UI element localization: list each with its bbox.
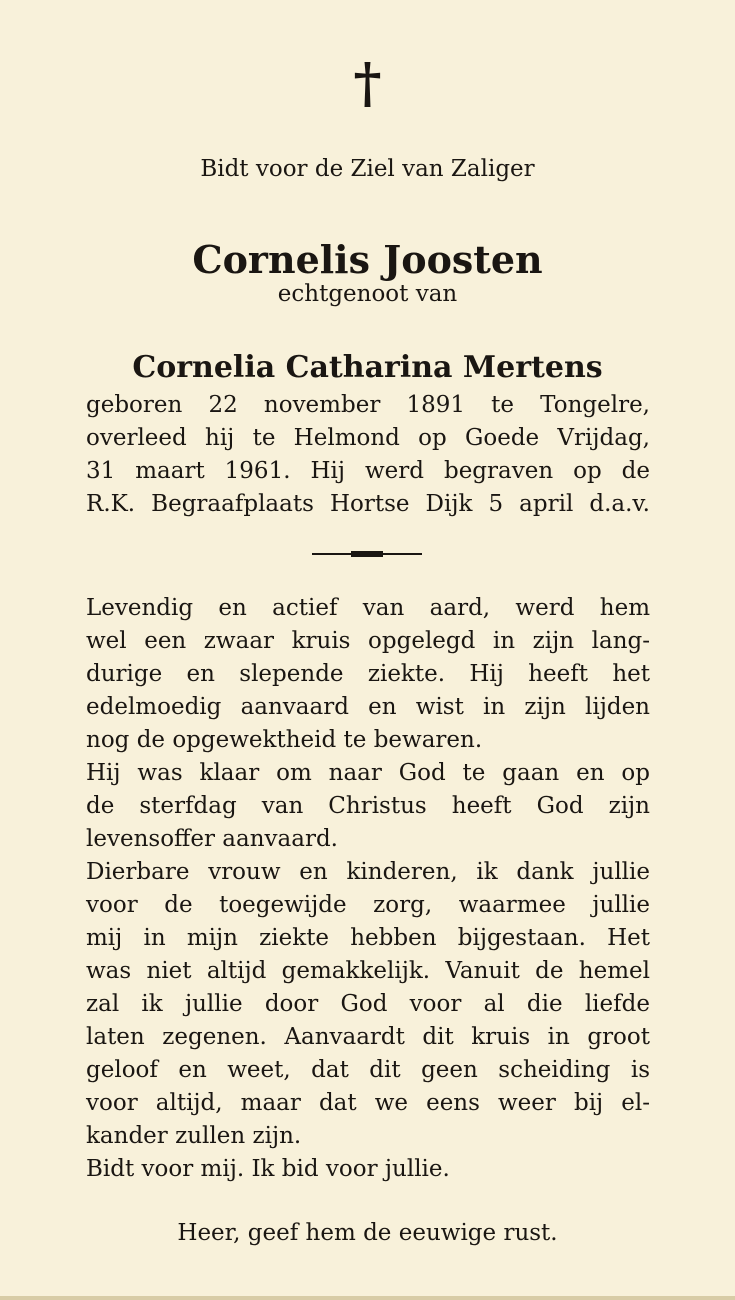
eulogy-line: kander zullen zijn. <box>86 1123 302 1149</box>
eulogy-line: durige en slepende ziekte. Hij heeft het <box>86 661 650 687</box>
prayer-intro: Bidt voor de Ziel van Zaliger <box>200 156 535 182</box>
biography-line: overleed hij te Helmond op Goede Vrijdag, <box>86 425 650 451</box>
eulogy-line: was niet altijd gemakkelijk. Vanuit de hemel <box>86 958 650 984</box>
eulogy-line: levensoffer aanvaard. <box>86 826 338 852</box>
eulogy-line: Dierbare vrouw en kinderen, ik dank jullie <box>86 859 650 885</box>
eulogy-line: edelmoedig aanvaard en wist in zijn lijden <box>86 694 650 720</box>
closing-prayer: Heer, geef hem de eeuwige rust. <box>177 1220 558 1246</box>
eulogy-line: wel een zwaar kruis opgelegd in zijn lang- <box>86 628 650 654</box>
spouse-name: Cornelia Catharina Mertens <box>132 349 603 385</box>
biography-paragraph <box>86 389 650 521</box>
eulogy-line: mij in mijn ziekte hebben bijgestaan. Het <box>86 925 650 951</box>
eulogy-line: Bidt voor mij. Ik bid voor jullie. <box>86 1156 450 1182</box>
biography-line: geboren 22 november 1891 te Tongelre, <box>86 392 650 418</box>
eulogy-line: voor altijd, maar dat we eens weer bij el- <box>86 1090 650 1116</box>
ornamental-divider <box>312 548 422 560</box>
paper-bottom-edge <box>0 1296 735 1300</box>
deceased-name: Cornelis Joosten <box>192 237 543 283</box>
eulogy-line: de sterfdag van Christus heeft God zijn <box>86 793 650 819</box>
cross-icon: † <box>353 51 382 115</box>
spouse-label: echtgenoot van <box>277 281 458 307</box>
eulogy-paragraph <box>86 592 650 1186</box>
eulogy-line: Hij was klaar om naar God te gaan en op <box>86 760 650 786</box>
divider-center-bar <box>351 551 383 557</box>
biography-line: 31 maart 1961. Hij werd begraven op de <box>86 458 650 484</box>
eulogy-line: nog de opgewektheid te bewaren. <box>86 727 483 753</box>
eulogy-line: laten zegenen. Aanvaardt dit kruis in groot <box>86 1024 650 1050</box>
eulogy-line: Levendig en actief van aard, werd hem <box>86 595 650 621</box>
eulogy-line: zal ik jullie door God voor al die liefde <box>86 991 650 1017</box>
biography-line: R.K. Begraafplaats Hortse Dijk 5 april d.a.v. <box>86 491 650 517</box>
eulogy-line: voor de toegewijde zorg, waarmee jullie <box>86 892 650 918</box>
eulogy-line: geloof en weet, dat dit geen scheiding is <box>86 1057 650 1083</box>
